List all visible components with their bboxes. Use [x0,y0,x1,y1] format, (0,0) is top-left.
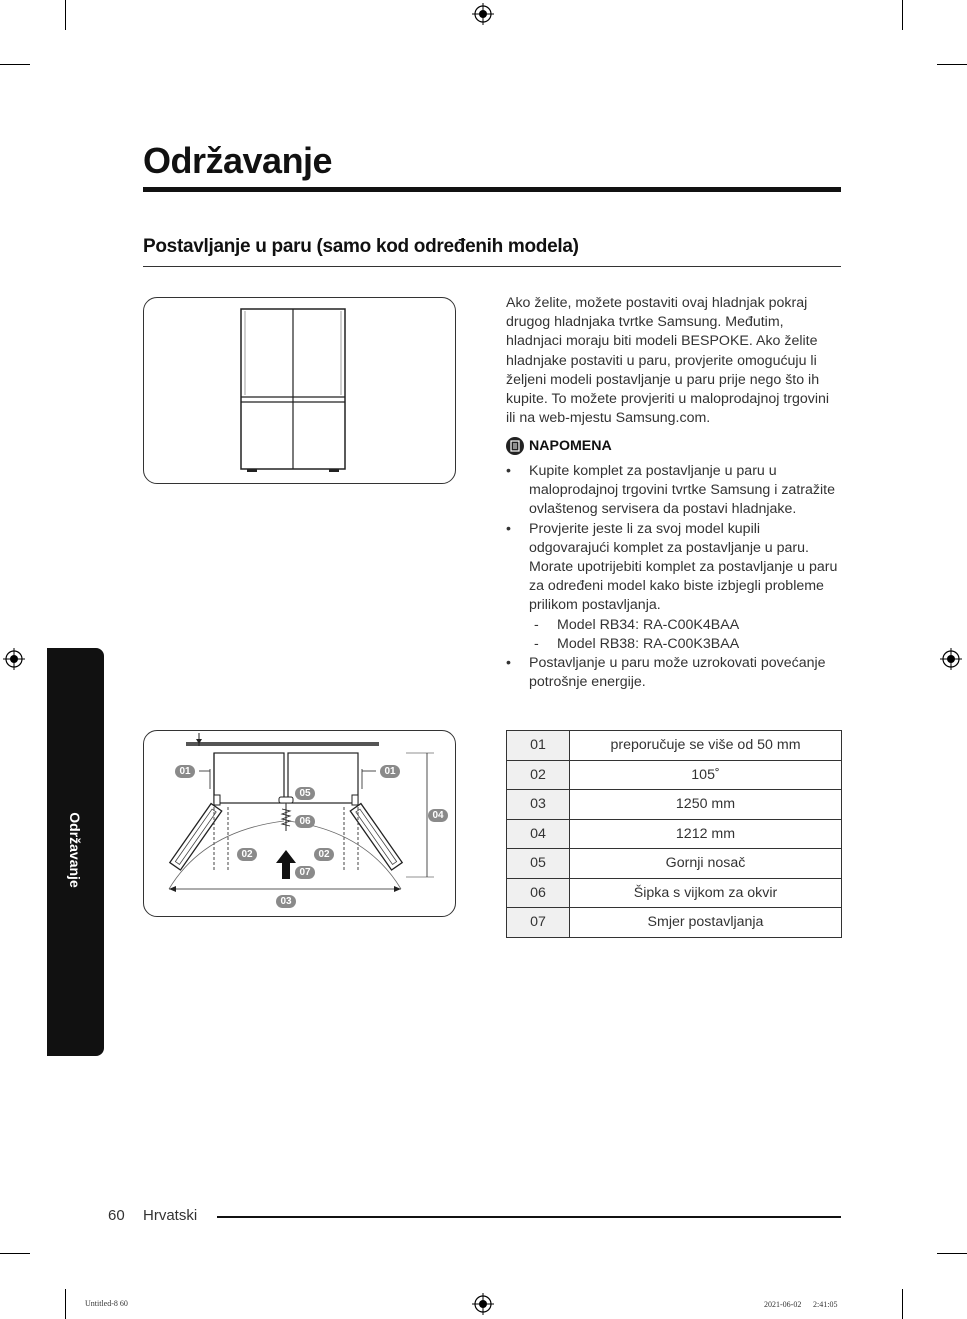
fridge-front-drawing [144,298,455,483]
crop-mark [0,1253,30,1254]
table-cell-num: 05 [507,849,570,879]
diagram-label: 04 [428,809,448,822]
table-cell-value: 105˚ [570,760,842,790]
print-slug-left: Untitled-8 60 [85,1299,128,1308]
bullet-marker: • [506,520,511,537]
table-cell-value: Šipka s vijkom za okvir [570,878,842,908]
crop-mark [902,0,903,30]
table-row [507,731,842,761]
sub-marker: - [534,635,539,652]
table-cell-value: 1212 mm [570,819,842,849]
pair-installation-diagram [143,730,456,917]
bullet-text: Provjerite jeste li za svoj model kupili odgovarajući komplet za postavljanje u paru. Morate upotrijebiti komplet za postavljanje u paru za određeni model kako biste izbjegli probleme prilikom postavljanja. [529,520,838,614]
title-divider [143,187,841,192]
list-item [506,520,841,616]
registration-mark-icon [940,648,962,670]
note-icon [506,437,524,455]
note-label: NAPOMENA [529,438,612,454]
table-cell-num: 03 [507,790,570,820]
bullet-text: Postavljanje u paru može uzrokovati povećanje potrošnje energije. [529,655,826,691]
table-cell-value: 1250 mm [570,790,842,820]
legend-table [506,730,842,938]
diagram-label: 02 [237,848,257,861]
fridge-front-illustration [143,297,456,484]
sub-list-item [506,616,841,635]
registration-mark-icon [472,1293,494,1315]
crop-mark [0,64,30,65]
diagram-label: 05 [295,787,315,800]
sub-list-item [506,635,841,654]
table-row [507,878,842,908]
crop-mark [65,1289,66,1319]
crop-mark [937,1253,967,1254]
crop-mark [902,1289,903,1319]
table-cell-num: 02 [507,760,570,790]
bullet-marker: • [506,655,511,672]
table-cell-value: Gornji nosač [570,849,842,879]
table-row [507,908,842,938]
table-cell-value: preporučuje se više od 50 mm [570,731,842,761]
crop-mark [937,64,967,65]
table-cell-value: Smjer postavljanja [570,908,842,938]
table-cell-num: 04 [507,819,570,849]
page-number: 60 [108,1207,125,1224]
table-cell-num: 01 [507,731,570,761]
intro-paragraph: Ako želite, možete postaviti ovaj hladnjak pokraj drugog hladnjaka tvrtke Samsung. Međutim, hladnjaci moraju biti modeli BESPOKE. Ako želite hladnjake postaviti u paru, provjerite omogućuju li željeni modeli postavljanje u paru prije nego što ih kupite. To možete provjeriti u maloprodajnoj trgovini ili na web-mjestu Samsung.com. [506,295,830,427]
diagram-label: 03 [276,895,296,908]
note-bullet-list [506,462,841,692]
diagram-label: 01 [380,765,400,778]
diagram-label: 01 [175,765,195,778]
sub-item-text: Model RB34: RA-C00K4BAA [557,616,740,633]
list-item [506,654,841,692]
footer-language: Hrvatski [143,1207,198,1224]
table-row [507,760,842,790]
table-row [507,849,842,879]
table-row [507,790,842,820]
table-cell-num: 07 [507,908,570,938]
diagram-label: 02 [314,848,334,861]
registration-mark-icon [3,648,25,670]
list-item [506,462,841,520]
page-title: Održavanje [143,140,333,181]
registration-mark-icon [472,3,494,25]
diagram-label: 06 [295,815,315,828]
footer-divider [217,1216,841,1218]
note-heading [506,437,612,455]
sub-item-text: Model RB38: RA-C00K3BAA [557,635,740,652]
print-slug-right: 2021-06-02 ﾠ 2:41:05 [764,1300,838,1309]
sub-marker: - [534,616,539,633]
bullet-text: Kupite komplet za postavljanje u paru u maloprodajnoj trgovini tvrtke Samsung i zatražite ovlaštenog servisera da postavi hladnjake. [529,463,835,518]
bullet-marker: • [506,463,511,479]
table-cell-num: 06 [507,878,570,908]
diagram-label: 07 [295,866,315,879]
section-title: Postavljanje u paru (samo kod određenih modela) [143,236,579,257]
crop-mark [65,0,66,30]
side-tab-label: Održavanje [67,812,83,888]
section-divider [143,266,841,267]
table-row [507,819,842,849]
